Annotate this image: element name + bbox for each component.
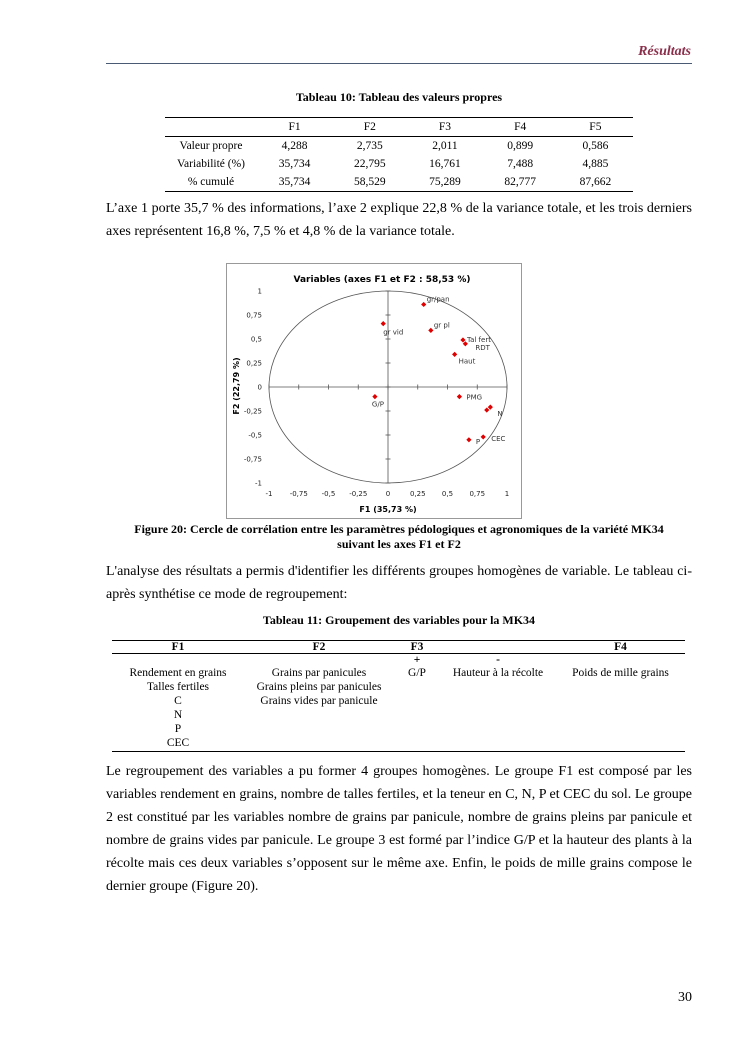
chart-title: Variables (axes F1 et F2 : 58,53 %): [293, 275, 471, 285]
table10-cell: Variabilité (%): [176, 158, 245, 170]
x-tick-label: 0,5: [441, 490, 454, 498]
x-tick-label: 0: [385, 490, 391, 498]
table10-col: F4: [514, 121, 527, 133]
table11-header-f1: F1: [171, 641, 185, 653]
table10-row: [165, 137, 633, 156]
y-tick-label: 0,5: [250, 335, 262, 344]
y-tick-label: -1: [255, 479, 262, 488]
point-label: gr vid: [383, 328, 404, 337]
table10-col: F2: [363, 121, 376, 133]
data-point: [421, 302, 426, 307]
table10-cell: % cumulé: [187, 176, 235, 188]
y-tick-label: 0,25: [246, 359, 262, 368]
data-point: [372, 394, 377, 399]
table11-header-f3-spacer: [440, 641, 556, 654]
data-point: [457, 394, 462, 399]
table11-sign-row: [112, 654, 685, 667]
table10-col: F1: [288, 121, 301, 133]
table11-f1-item: Talles fertiles: [146, 681, 210, 693]
paragraph-groups-conclusion: Le regroupement des variables a pu former 4 groupes homogènes. Le groupe F1 est composé par les variables rendement en grains, nombre de talles fertiles, et la teneur en C, N, P et CEC du sol. Le groupe 2 est constitué par les variables nombre de grains par panicule, nombre de grains pleins par panicule et nombre de grains vides par panicule. Le groupe 3 est formé par l’indice G/P et la hauteur des plants à la récolte mais ces deux variables s’opposent sur le même axe. Enfin, le poids de mille grains compose le dernier groupe (Figure 20).: [106, 764, 692, 894]
point-label: gr pl: [433, 321, 450, 330]
table11: [112, 640, 685, 752]
y-tick-label: -0,25: [243, 407, 262, 416]
table11-header-row: [112, 641, 685, 654]
table10-caption: Tableau 10: Tableau des valeurs propres: [295, 90, 503, 104]
table10-col: F5: [589, 121, 602, 133]
table11-empty-cell: [112, 654, 244, 667]
chart-svg: [227, 264, 521, 518]
x-tick-label: 0,25: [409, 490, 426, 498]
figure20-caption-line2: suivant les axes F1 et F2: [337, 537, 461, 551]
table11-minus-sign: -: [496, 654, 500, 666]
table11-empty-cell: [244, 654, 394, 667]
table11-f2-cell: [244, 666, 394, 752]
table11-header-f2: F2: [312, 641, 326, 653]
point-label: PMG: [466, 393, 483, 402]
paragraph-eigenvalues: L’axe 1 porte 35,7 % des informations, l’axe 2 explique 22,8 % de la variance totale, et les trois derniers axes représentent 16,8 %, 7,5 % et 4,8 % de la variance totale.: [106, 201, 692, 239]
data-point: [481, 434, 486, 439]
data-point: [484, 407, 489, 412]
table10-cell: 16,761: [429, 158, 461, 170]
y-tick-label: -0,5: [248, 431, 262, 440]
table10-row: [165, 173, 633, 192]
x-tick-label: -1: [265, 490, 273, 498]
table11-f1-item: P: [174, 723, 182, 735]
point-label: G/P: [371, 400, 384, 409]
x-tick-label: -0,75: [289, 490, 308, 498]
table11-f4-cell: Poids de mille grains: [572, 667, 669, 679]
table11-empty-cell: [556, 654, 685, 667]
table10-cell: 35,734: [278, 158, 311, 170]
figure20-caption-line1: Figure 20: Cercle de corrélation entre les paramètres pédologiques et agronomiques de la variété MK34: [134, 522, 664, 536]
point-label: P: [475, 437, 481, 446]
paragraph-groups-intro: L'analyse des résultats a permis d'identifier les différents groupes homogènes de variable. Le tableau ci-après synthétise ce mode de regroupement:: [106, 564, 692, 602]
data-point: [488, 405, 493, 410]
point-label: N: [497, 410, 503, 419]
table11-f1-item: CEC: [166, 737, 190, 749]
table10-cell: 0,586: [582, 140, 609, 152]
y-tick-label: 0,75: [246, 311, 262, 320]
table10-cell: 75,289: [429, 176, 461, 188]
table10-cell: 82,777: [504, 176, 536, 188]
table10-cell: 35,734: [278, 176, 311, 188]
table11-f2-item: Grains vides par panicule: [260, 695, 378, 707]
y-tick-label: 1: [257, 287, 262, 296]
table11-plus-sign: +: [413, 654, 421, 666]
table11-f1-cell: [112, 666, 244, 752]
table11-f3-minus-cell: Hauteur à la récolte: [452, 667, 544, 679]
table11-header-f4: F4: [614, 641, 627, 653]
table10-col: F3: [438, 121, 452, 133]
correlation-circle-chart: [226, 263, 522, 519]
table10: [165, 117, 633, 192]
point-label: RDT: [475, 343, 490, 352]
table10-cell: Valeur propre: [179, 140, 243, 152]
data-point: [466, 437, 471, 442]
x-tick-label: -0,5: [321, 490, 336, 498]
y-tick-label: -0,75: [243, 455, 262, 464]
chart-plot-area: [244, 288, 509, 499]
table11-caption: Tableau 11: Groupement des variables pour la MK34: [262, 613, 536, 627]
table10-cell: 87,662: [579, 176, 612, 188]
chart-y-axis-label: F2 (22,79 %): [232, 357, 241, 415]
table11-header-f3: F3: [410, 641, 424, 653]
x-tick-label: 0,75: [469, 490, 486, 498]
table11-f3-plus-cell: G/P: [408, 667, 426, 679]
table10-cell: 7,488: [507, 158, 534, 170]
table10-cell: 58,529: [353, 176, 386, 188]
table11-f2-item: Grains par panicules: [271, 667, 367, 679]
point-label: CEC: [491, 434, 506, 443]
chart-x-axis-label: F1 (35,73 %): [359, 505, 417, 514]
y-tick-label: 0: [257, 383, 262, 392]
table10-cell: 2,735: [356, 140, 383, 152]
x-tick-label: 1: [504, 490, 510, 498]
table10-cell: 4,885: [582, 158, 609, 170]
table10-row: [165, 155, 633, 173]
section-header: Résultats: [638, 44, 691, 59]
data-point: [381, 321, 386, 326]
point-label: gr/pan: [426, 295, 450, 304]
table11-f1-item: N: [173, 709, 183, 721]
table10-cell: 0,899: [507, 140, 534, 152]
data-point: [428, 328, 433, 333]
x-tick-label: -0,25: [349, 490, 368, 498]
table10-cell: 22,795: [353, 158, 386, 170]
page-number: 30: [678, 990, 692, 1005]
table11-f2-item: Grains pleins par panicules: [256, 681, 382, 693]
data-point: [452, 352, 457, 357]
table11-f1-item: Rendement en grains: [129, 667, 227, 679]
table10-cell: 4,288: [281, 140, 308, 152]
table10-col: [165, 118, 257, 137]
point-label: Haut: [458, 357, 476, 366]
table11-content-row: [112, 666, 685, 752]
header-rule: [106, 63, 692, 64]
table10-header-row: [165, 118, 633, 137]
point-label: Tal fert: [466, 335, 491, 344]
table10-cell: 2,011: [432, 140, 458, 152]
table11-f1-item: C: [174, 695, 182, 707]
